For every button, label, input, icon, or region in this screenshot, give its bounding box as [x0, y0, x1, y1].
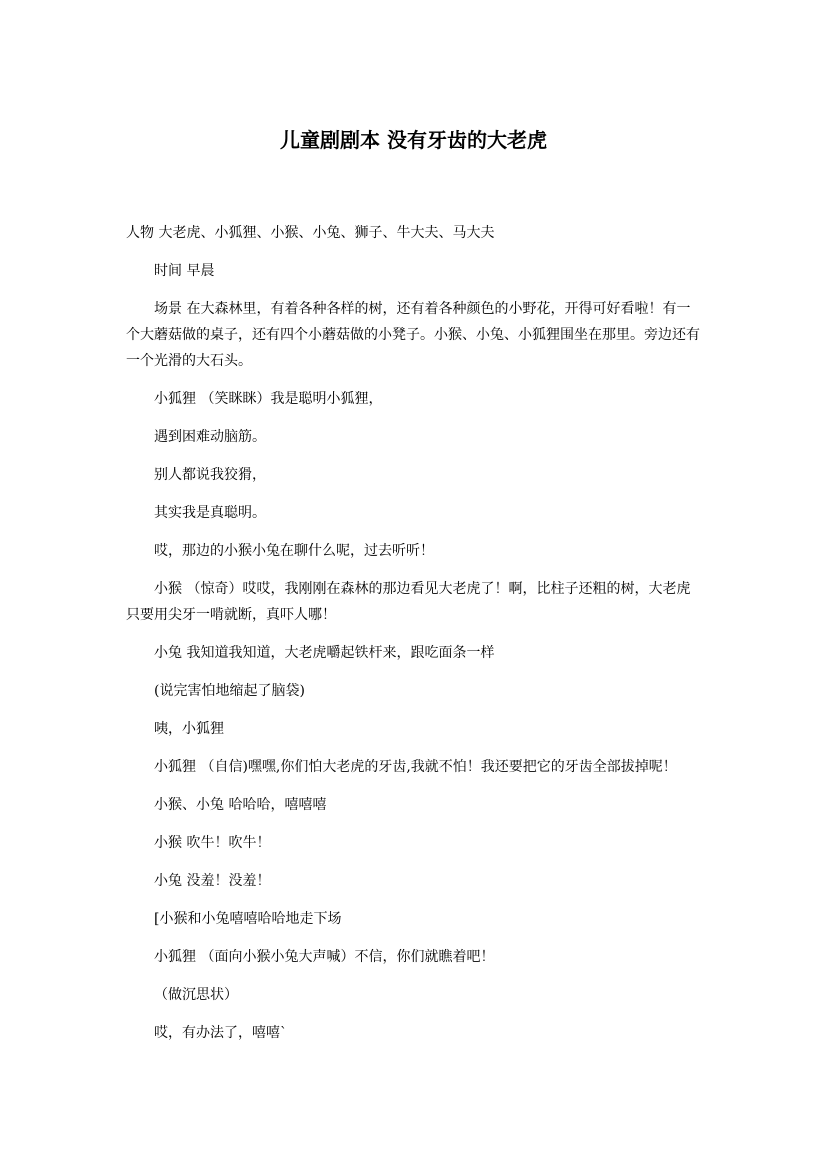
page-title: 儿童剧剧本 没有牙齿的大老虎: [280, 128, 547, 152]
paragraph-line: 其实我是真聪明。: [154, 505, 266, 521]
paragraph-line: 哎，有办法了，嘻嘻`: [154, 1025, 287, 1041]
script-body: [126, 220, 704, 1058]
paragraph-line: 哎，那边的小猴小兔在聊什么呢，过去听听！: [154, 543, 434, 559]
paragraph-line: 小兔 我知道我知道，大老虎嚼起铁杆来，跟吃面条一样: [154, 645, 495, 661]
paragraph-line: 遇到困难动脑筋。: [154, 429, 266, 445]
paragraph-line: （做沉思状）: [154, 987, 238, 1003]
paragraph-line: (说完害怕地缩起了脑袋): [154, 683, 305, 699]
paragraph-line: 小兔 没羞！没羞！: [154, 873, 271, 889]
paragraph-line: 咦，小狐狸: [154, 721, 224, 737]
paragraph-line: 小狐狸 （自信)嘿嘿,你们怕大老虎的牙齿,我就不怕！我还要把它的牙齿全部拔掉呢！: [154, 759, 677, 775]
paragraph-line: 小猴 （惊奇）哎哎，我刚刚在森林的那边看见大老虎了！啊，比柱子还粗的树，大老虎只要用尖牙一啃就断，真吓人哪！: [126, 581, 691, 623]
paragraph-line: 小猴、小兔 哈哈哈，嘻嘻嘻: [154, 797, 327, 813]
paragraph-line: 别人都说我狡猾，: [154, 467, 266, 483]
paragraph-line: 小狐狸 （笑眯眯）我是聪明小狐狸，: [154, 391, 383, 407]
paragraph-characters: 人物 大老虎、小狐狸、小猴、小兔、狮子、牛大夫、马大夫: [126, 225, 495, 241]
paragraph-line: [小猴和小兔嘻嘻哈哈地走下场: [154, 911, 342, 927]
paragraph-setting: 场景 在大森林里，有着各种各样的树，还有着各种颜色的小野花，开得可好看啦！有一 个大蘑菇做的桌子，还有四个小蘑菇做的小凳子。小猴、小兔、小狐狸围坐在那里。旁边还有一个光滑的大石头。: [126, 301, 700, 369]
paragraph-line: 小猴 吹牛！吹牛！: [154, 835, 271, 851]
paragraph-line: 小狐狸 （面向小猴小兔大声喊）不信，你们就瞧着吧！: [154, 949, 495, 965]
paragraph-time: 时间 早晨: [154, 263, 215, 279]
